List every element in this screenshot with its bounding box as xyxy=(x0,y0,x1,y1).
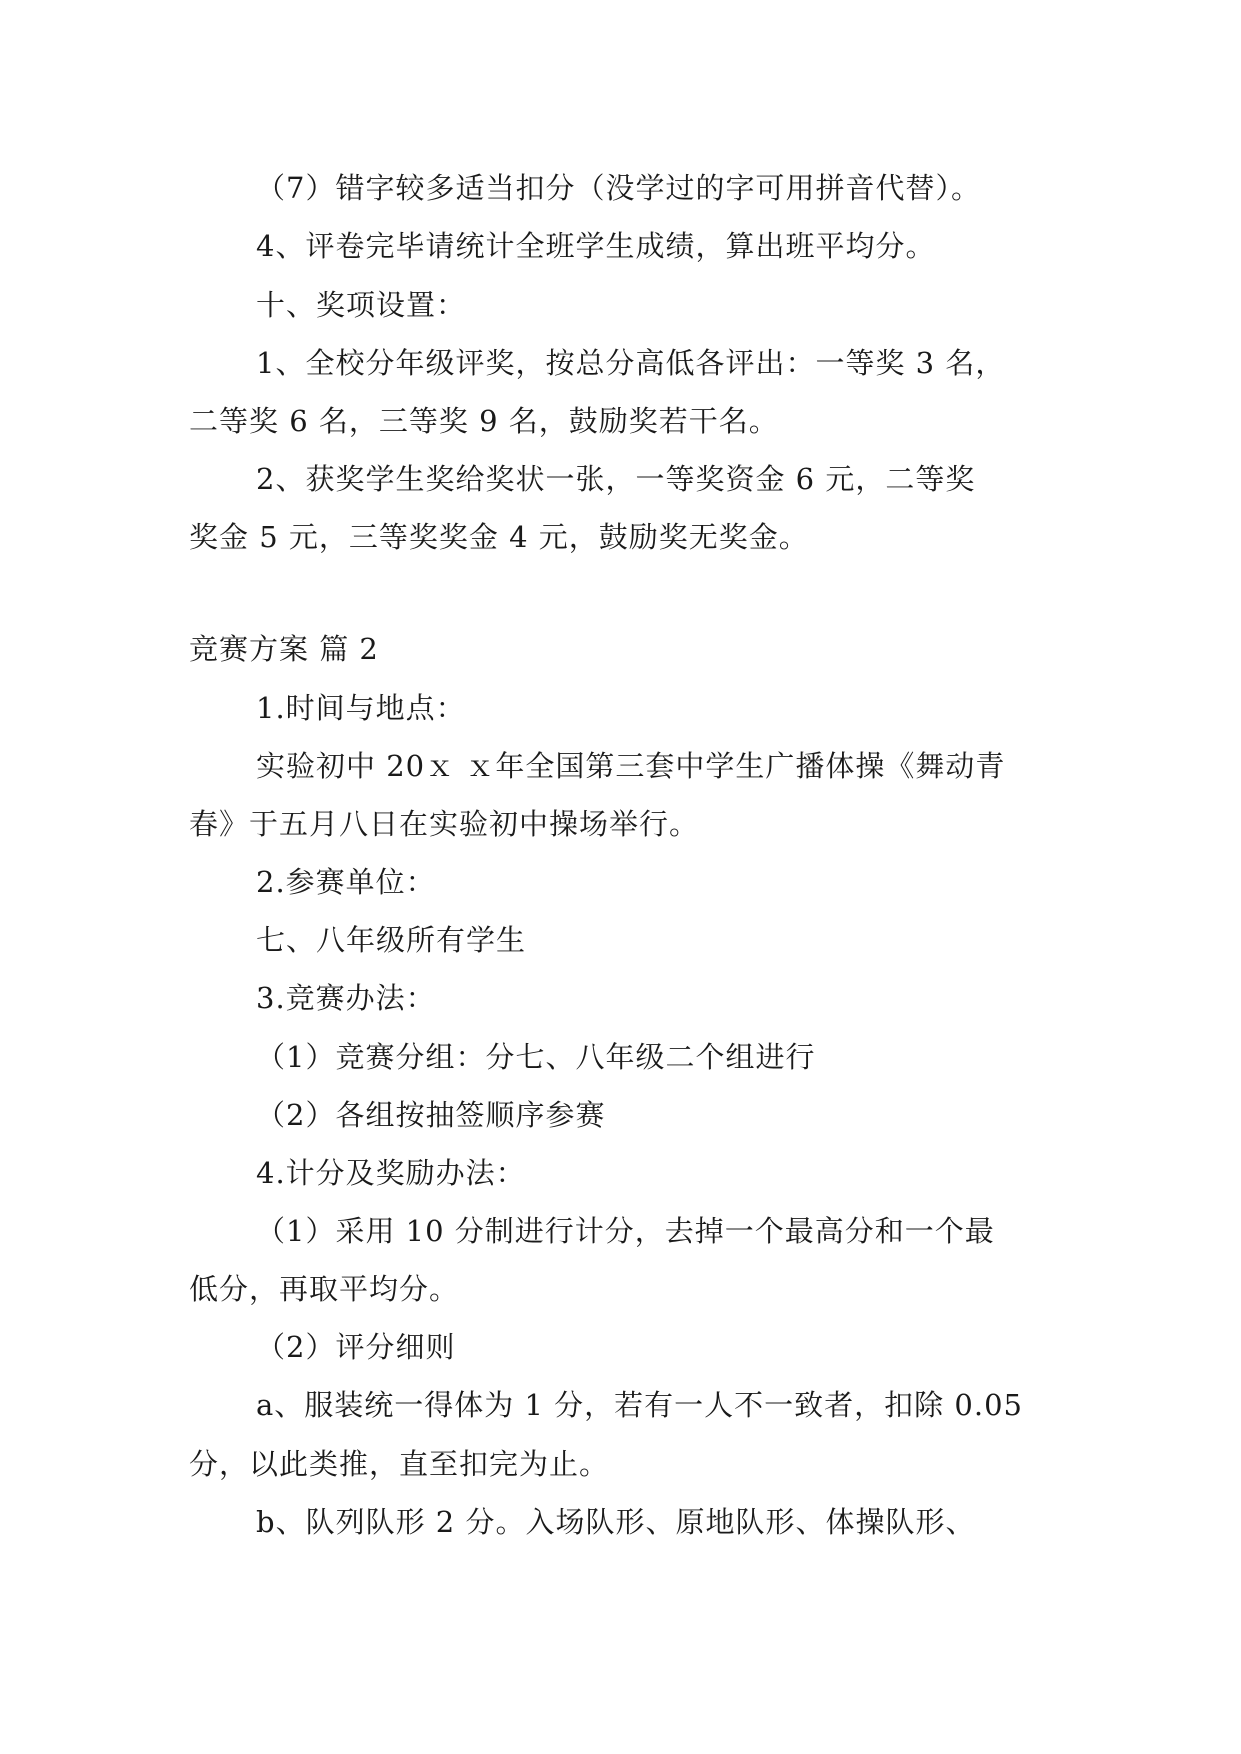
text-line: 奖金 5 元，三等奖奖金 4 元，鼓励奖无奖金。 xyxy=(189,520,809,554)
text-line: 七、八年级所有学生 xyxy=(256,923,527,957)
text-line: 2.参赛单位： xyxy=(256,865,436,899)
text-line: 3.竞赛办法： xyxy=(256,981,436,1015)
text-line: 分，以此类推，直至扣完为止。 xyxy=(189,1447,610,1481)
section-title: 竞赛方案 篇 2 xyxy=(189,632,379,666)
text-line: 春》于五月八日在实验初中操场举行。 xyxy=(189,807,700,841)
text-line: 实验初中 20ｘ ｘ年全国第三套中学生广播体操《舞动青 xyxy=(256,749,1006,783)
text-line: 1.时间与地点： xyxy=(256,691,466,725)
text-line: （1）采用 10 分制进行计分，去掉一个最高分和一个最 xyxy=(256,1214,995,1248)
text-line: （2）各组按抽签顺序参赛 xyxy=(256,1098,606,1132)
text-line: （1）竞赛分组：分七、八年级二个组进行 xyxy=(256,1040,816,1074)
text-line: 4、评卷完毕请统计全班学生成绩，算出班平均分。 xyxy=(256,229,936,263)
text-line: 4.计分及奖励办法： xyxy=(256,1156,526,1190)
text-line: 2、获奖学生奖给奖状一张，一等奖资金 6 元，二等奖 xyxy=(256,462,976,496)
text-line: （7）错字较多适当扣分（没学过的字可用拼音代替）。 xyxy=(256,171,981,205)
text-line: （2）评分细则 xyxy=(256,1330,456,1364)
text-line: 二等奖 6 名，三等奖 9 名，鼓励奖若干名。 xyxy=(189,404,779,438)
text-line: b、队列队形 2 分。入场队形、原地队形、体操队形、 xyxy=(256,1505,976,1539)
text-line: a、服装统一得体为 1 分，若有一人不一致者，扣除 0.05 xyxy=(256,1388,1023,1422)
text-line: 1、全校分年级评奖，按总分高低各评出：一等奖 3 名， xyxy=(256,346,1006,380)
text-line: 低分，再取平均分。 xyxy=(189,1272,460,1306)
section-heading: 十、奖项设置： xyxy=(256,288,467,322)
